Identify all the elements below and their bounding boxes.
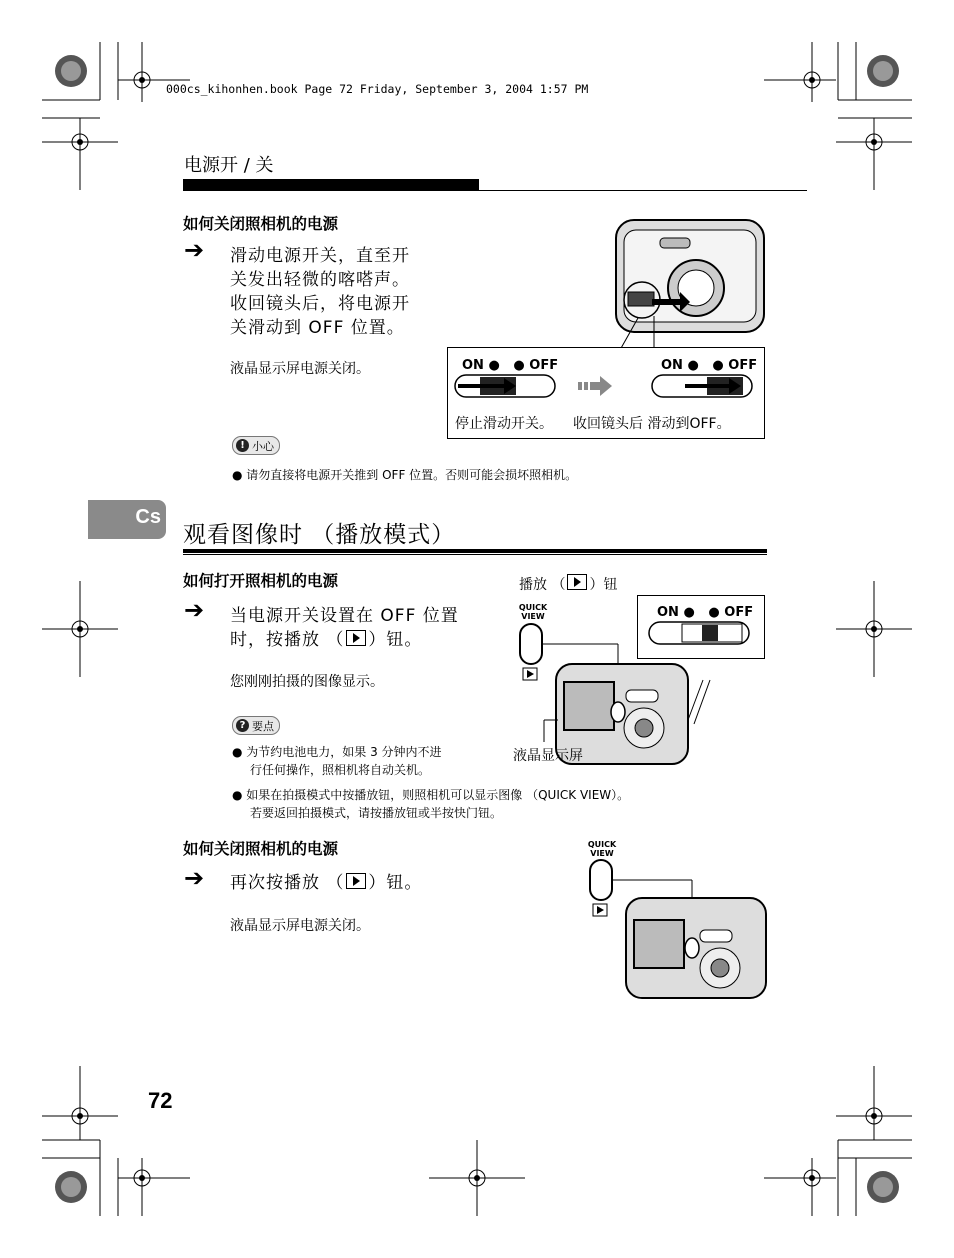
tip-badge: ? 要点 bbox=[232, 713, 280, 735]
tip-bullet-2: ● 如果在拍摄模式中按播放钮，则照相机可以显示图像 （QUICK VIEW）。 若要返回拍摄模式，请按播放钮或半按快门钮。 bbox=[232, 788, 630, 820]
step-power-off: 滑动电源开关，直至开 关发出轻微的喀嗒声。 收回镜头后，将电源开 关滑动到 OFF 位置。 bbox=[230, 246, 410, 338]
caution-badge: ! 小心 bbox=[232, 433, 280, 455]
switch3-graphic bbox=[648, 621, 752, 647]
switch2-labels: ON ● ● OFF bbox=[661, 358, 758, 373]
print-header: 000cs_kihonhen.book Page 72 Friday, September 3, 2004 1:57 PM bbox=[166, 82, 589, 96]
heading-rule bbox=[183, 554, 767, 555]
subhead-power-on: 如何打开照相机的电源 bbox=[183, 572, 339, 590]
title-bar bbox=[183, 179, 479, 191]
subhead-power-off: 如何关闭照相机的电源 bbox=[183, 215, 339, 233]
result-off-text: 液晶显示屏电源关闭。 bbox=[230, 918, 370, 934]
switch3-labels: ON ● ● OFF bbox=[657, 605, 754, 620]
subhead-power-off-2: 如何关闭照相机的电源 bbox=[183, 840, 339, 858]
result-text: 液晶显示屏电源关闭。 bbox=[230, 361, 370, 377]
heading-bar bbox=[183, 549, 767, 553]
result-on-text: 您刚刚拍摄的图像显示。 bbox=[230, 674, 384, 690]
tip-bullet-1: ● 为节约电池电力，如果 3 分钟内不进 行任何操作，照相机将自动关机。 bbox=[232, 745, 442, 777]
section-title-power: 电源开 / 关 bbox=[184, 155, 274, 176]
next-arrow-icon bbox=[578, 374, 614, 398]
question-icon: ? bbox=[236, 719, 249, 732]
quick-view-label: QUICK VIEW bbox=[518, 603, 548, 621]
switch-caption-right: 收回镜头后 滑动到OFF。 bbox=[573, 416, 731, 432]
play-button-caption: 播放 （ ）钮 bbox=[519, 574, 617, 594]
play-icon bbox=[346, 630, 366, 646]
title-rule bbox=[479, 190, 807, 191]
playback-camera-illustration-2 bbox=[588, 856, 770, 1006]
play-icon bbox=[567, 574, 587, 590]
caution-icon: ! bbox=[236, 439, 249, 452]
play-icon bbox=[346, 873, 366, 889]
switch2-graphic bbox=[651, 374, 755, 400]
section-title-playback: 观看图像时 （播放模式） bbox=[183, 522, 456, 548]
step-arrow-icon: ➔ bbox=[184, 864, 205, 892]
switch-caption-left: 停止滑动开关。 bbox=[455, 416, 553, 432]
quick-view-label-2: QUICK VIEW bbox=[587, 840, 617, 858]
camera-front-illustration bbox=[608, 212, 768, 348]
step-arrow-icon: ➔ bbox=[184, 236, 205, 264]
step-power-on: 当电源开关设置在 OFF 位置 时，按播放 （ ）钮。 bbox=[230, 606, 459, 650]
step-arrow-icon: ➔ bbox=[184, 596, 205, 624]
step-power-off-2: 再次按播放 （ ）钮。 bbox=[230, 873, 423, 893]
switch1-labels: ON ● ● OFF bbox=[462, 358, 559, 373]
switch1-graphic bbox=[454, 374, 558, 400]
lcd-label: 液晶显示屏 bbox=[513, 748, 583, 764]
caution-bullet: ● 请勿直接将电源开关推到 OFF 位置。否则可能会损坏照相机。 bbox=[232, 468, 578, 482]
page-number: 72 bbox=[148, 1088, 173, 1113]
language-tab: Cs bbox=[88, 500, 166, 539]
